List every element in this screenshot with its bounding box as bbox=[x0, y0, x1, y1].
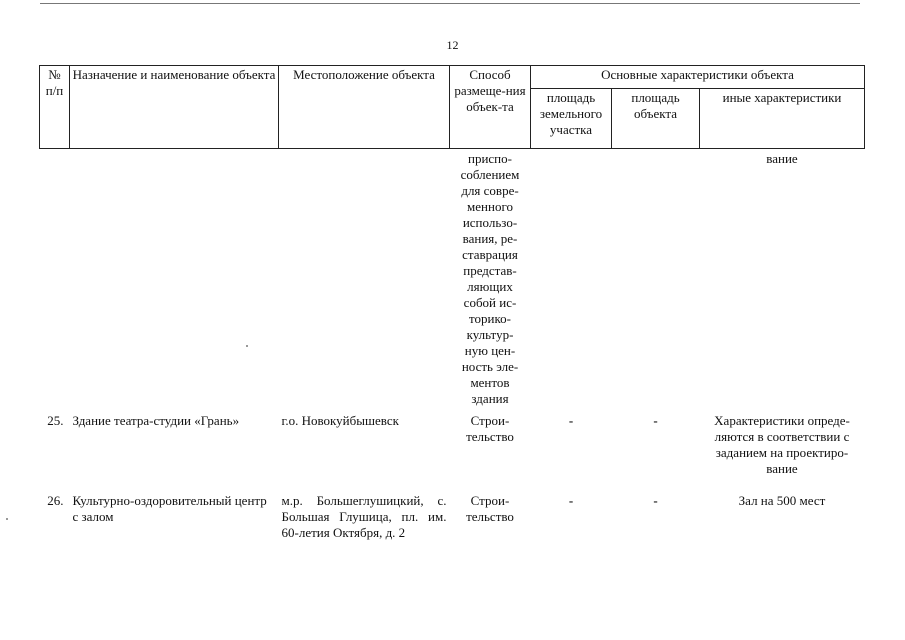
header-land-area: площадь земельного участка bbox=[531, 88, 612, 148]
row-object-area: - bbox=[653, 493, 658, 508]
table-row bbox=[40, 413, 865, 493]
row-location: м.р. Большеглушицкий, с. Большая Глушица, пл. им. 60-летия Октября, д. 2 bbox=[281, 493, 447, 540]
row-location: г.о. Новокуйбышевск bbox=[281, 413, 399, 428]
header-location: Местоположение объекта bbox=[279, 66, 450, 149]
row-other: Характеристики опреде- ляются в соответствии с заданием на проектиро- вание bbox=[714, 413, 850, 476]
continuation-row bbox=[40, 149, 865, 414]
page-number: 12 bbox=[446, 38, 459, 52]
objects-table bbox=[39, 65, 865, 541]
row-name: Культурно-оздоровительный центр с залом bbox=[72, 493, 267, 524]
top-rule bbox=[40, 3, 860, 4]
header-main-group: Основные характеристики объекта bbox=[531, 66, 865, 89]
continuation-method: приспо- соблением для совре- менного использо- вания, ре- ставрация представ- ляющих собой ис- торико- культур- ную цен- ность эле- ментов здания bbox=[460, 151, 520, 406]
header-other: иные характеристики bbox=[700, 88, 865, 148]
row-land-area: - bbox=[568, 413, 574, 428]
header-method: Способ размеще-ния объек-та bbox=[450, 66, 531, 149]
row-number: 25. bbox=[47, 413, 64, 428]
header-name: Назначение и наименование объекта bbox=[70, 66, 279, 149]
row-method: Строи- тельство bbox=[466, 413, 514, 444]
row-other: Зал на 500 мест bbox=[738, 493, 826, 508]
row-object-area: - bbox=[653, 413, 658, 428]
row-name: Здание театра-студии «Грань» bbox=[72, 413, 240, 428]
scan-speck bbox=[6, 518, 8, 520]
scan-speck bbox=[246, 345, 248, 347]
continuation-other: вание bbox=[766, 151, 798, 166]
header-object-area: площадь объекта bbox=[612, 88, 700, 148]
row-number: 26. bbox=[47, 493, 64, 508]
row-method: Строи- тельство bbox=[466, 493, 514, 524]
row-land-area: - bbox=[568, 493, 574, 508]
header-row bbox=[40, 66, 865, 89]
table-row bbox=[40, 493, 865, 541]
header-num: № п/п bbox=[40, 66, 70, 149]
